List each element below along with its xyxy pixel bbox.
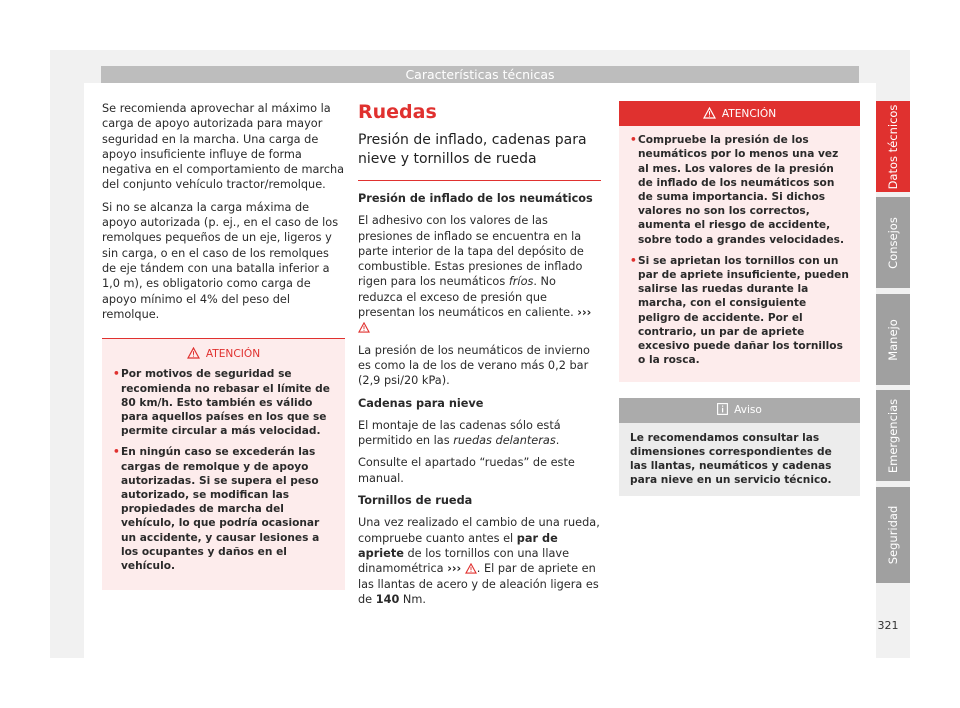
warning-item: • Por motivos de seguridad se recomienda no rebasar el límite de 80 km/h. Esto también es válido para aquellos países en los que se permite circular a más velocidad. [113,368,330,438]
warning-item: • En ningún caso se excederán las cargas de remolque y de apoyo autorizadas. Si se supera el peso autorizado, se modifican las propiedades de marcha del vehículo, lo que podría ocasionar un accidente, y causar lesiones a los ocupantes y daños en el vehículo. [113,446,320,572]
bullet-icon: • [630,254,637,267]
column-middle [358,101,601,614]
paragraph: Consulte el apartado “ruedas” de este manual. [358,456,575,485]
warning-header [113,347,334,361]
warning-item: • Si se aprietan los tornillos con un par de apriete insuficiente, pueden salirse las ruedas durante la marcha, con el consiguiente peligro de accidente. Por el contrario, un par de apriete excesivo puede dañar los tornillos o la rosca. [630,254,849,367]
warning-triangle-icon [703,107,716,119]
warning-body [619,126,860,382]
warning-title: ATENCIÓN [205,348,261,361]
bullet-icon: • [113,368,120,381]
warning-triangle-icon [187,347,200,359]
warning-title: ATENCIÓN [721,108,777,120]
paragraph: La presión de los neumáticos de invierno es como la de los de verano más 0,2 bar (2,9 psi/20 kPa). [358,343,590,388]
tab-emergencias[interactable]: Emergencias [876,390,910,481]
paragraph: Se recomienda aprovechar al máximo la carga de apoyo autorizada para mayor seguridad en la marcha. Una carga de apoyo insuficiente influye de forma negativa en el comportamiento de marcha del conjunto vehículo tractor/remolque. [102,102,345,192]
warning-triangle-icon [465,563,477,574]
paragraph: Si no se alcanza la carga máxima de apoyo autorizada (p. ej., en el caso de los remolques pequeños de un eje, ligeros y sin carga, o en el caso de los remolques de eje tándem con una batalla inferior a 1,0 m), es obligatorio como carga de apoyo mínimo el 4% del peso del remolque. [102,200,339,321]
notice-box [619,398,860,496]
page-number: 321 [877,619,899,632]
notice-text: Le recomendamos consultar las dimensiones correspondientes de las llantas, neumáticos y cadenas para nieve en un servicio técnico. [630,431,832,487]
tab-consejos[interactable]: Consejos [876,197,910,288]
section-title: Ruedas [358,101,437,123]
bullet-icon: • [630,134,637,147]
warning-box [102,338,345,590]
tab-seguridad[interactable]: Seguridad [876,487,910,583]
heading-cadenas: Cadenas para nieve [358,396,484,410]
cross-reference-link[interactable]: ››› [577,306,592,320]
bullet-icon: • [113,446,120,459]
notice-title: Aviso [734,404,762,417]
warning-item: • Compruebe la presión de los neumáticos por lo menos una vez al mes. Los valores de la presión de inflado de los neumáticos son de suma importancia. Si dichos valores no son los correctos, aumenta el riesgo de accidente, sobre todo a grandes velocidades. [630,134,844,246]
page-header: Características técnicas [101,66,859,83]
column-left [102,101,345,590]
subsection-title: Presión de inflado, cadenas para nieve y tornillos de rueda [358,131,601,181]
warning-triangle-icon [358,322,370,333]
tab-datos-tecnicos[interactable]: Datos técnicos [876,101,910,192]
info-icon [717,403,728,415]
notice-header [619,398,860,422]
heading-presion: Presión de inflado de los neumáticos [358,192,593,205]
paragraph: El adhesivo con los valores de las presiones de inflado se encuentra en la parte interior de la tapa del depósito de combustible. Estas presiones de inflado rigen para los neumáticos fríos. No reduzca el exceso de presión que presentan los neumáticos en caliente. ››› [358,213,601,335]
warning-box [619,101,860,382]
column-right [619,101,860,496]
cross-reference-link[interactable]: ››› [447,562,462,576]
tab-manejo[interactable]: Manejo [876,294,910,385]
heading-tornillos: Tornillos de rueda [358,494,473,508]
warning-header [630,107,849,121]
paragraph: El montaje de las cadenas sólo está permitido en las ruedas delanteras. [358,418,561,448]
paragraph: Una vez realizado el cambio de una rueda, compruebe cuanto antes el par de apriete de los tornillos con una llave dinamométrica ››› . El par de apriete en las llantas de acero y de aleación ligera es de 140 Nm. [358,516,600,606]
